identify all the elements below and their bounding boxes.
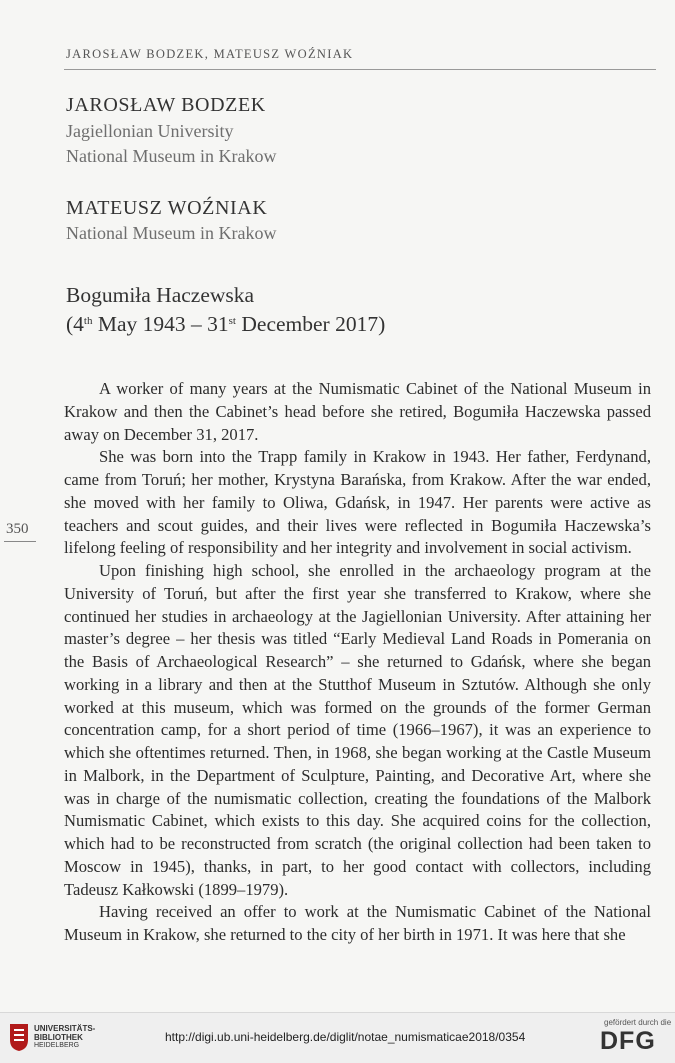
page-number: 350	[6, 521, 29, 537]
page-number-rule	[4, 541, 36, 542]
university-library-logo-icon[interactable]	[8, 1022, 30, 1052]
author-name-2: MATEUSZ WOŹNIAK	[66, 197, 268, 219]
permalink-url[interactable]: http://digi.ub.uni-heidelberg.de/diglit/notae_numismaticae2018/0354	[165, 1030, 526, 1044]
article-dates: (4th May 1943 – 31st December 2017)	[66, 312, 386, 336]
author-affiliation: National Museum in Krakow	[66, 146, 277, 166]
funding-label: gefördert durch die	[604, 1018, 672, 1027]
dfg-logo[interactable]: DFG	[600, 1027, 656, 1055]
author-name-1: JAROSŁAW BODZEK	[66, 94, 266, 116]
running-head: JAROSŁAW BODZEK, MATEUSZ WOŹNIAK	[66, 47, 354, 61]
paragraph: Upon finishing high school, she enrolled in the archaeology program at the University of Toruń, but after the first year she transferred to Krakow, where she continued her studies in archaeology at the Jagiellonian University. After attaining her master’s degree – her thesis was titled “Early Medieval Land Roads in Pomerania on the Basis of Archaeological Research” – she returned to Gdańsk, where she began working in a library and then at the Stutthof Museum in Sztutów. Although she only worked at this museum, which was formed on the grounds of the former German concentration camp, for a short period of time (1966–1967), it was an experience to which she oftentimes returned. Then, in 1968, she began working at the Castle Museum in Malbork, in the Department of Sculpture, Painting, and Decorative Art, where she was in charge of the numismatic collection, creating the foundations of the Malbork Numismatic Cabinet, which exists to this day. She acquired coins for the collection, which had to be reconstructed from scratch (the original collection had been taken to Moscow in 1945), thanks, in part, to her good contact with collectors, including Tadeusz Kałkowski (1899–1979).	[64, 561, 651, 899]
paragraph: She was born into the Trapp family in Krakow in 1943. Her father, Ferdynand, came from Toruń; her mother, Krystyna Barańska, from Krakow. After the war ended, she moved with her family to Oliwa, Gdańsk, in 1947. Her parents were active as teachers and scout guides, and their lives were reflected in Bogumiła Haczewska’s lifelong feeling of responsibility and her integrity and involvement in social activism.	[64, 447, 651, 558]
viewer-footer	[0, 1012, 675, 1063]
author-affiliation: Jagiellonian University	[66, 121, 234, 141]
paragraph: A worker of many years at the Numismatic Cabinet of the National Museum in Krakow and then the Cabinet’s head before she retired, Bogumiła Haczewska passed away on December 31, 2017.	[64, 379, 651, 444]
header-rule	[64, 69, 656, 70]
author-affiliation: National Museum in Krakow	[66, 223, 277, 243]
article-body	[64, 378, 651, 947]
paragraph: Having received an offer to work at the Numismatic Cabinet of the National Museum in Krakow, she returned to the city of her birth in 1971. It was here that she	[64, 902, 651, 944]
article-title: Bogumiła Haczewska	[66, 283, 255, 307]
library-name: UNIVERSITÄTS- BIBLIOTHEK HEIDELBERG	[34, 1024, 96, 1049]
